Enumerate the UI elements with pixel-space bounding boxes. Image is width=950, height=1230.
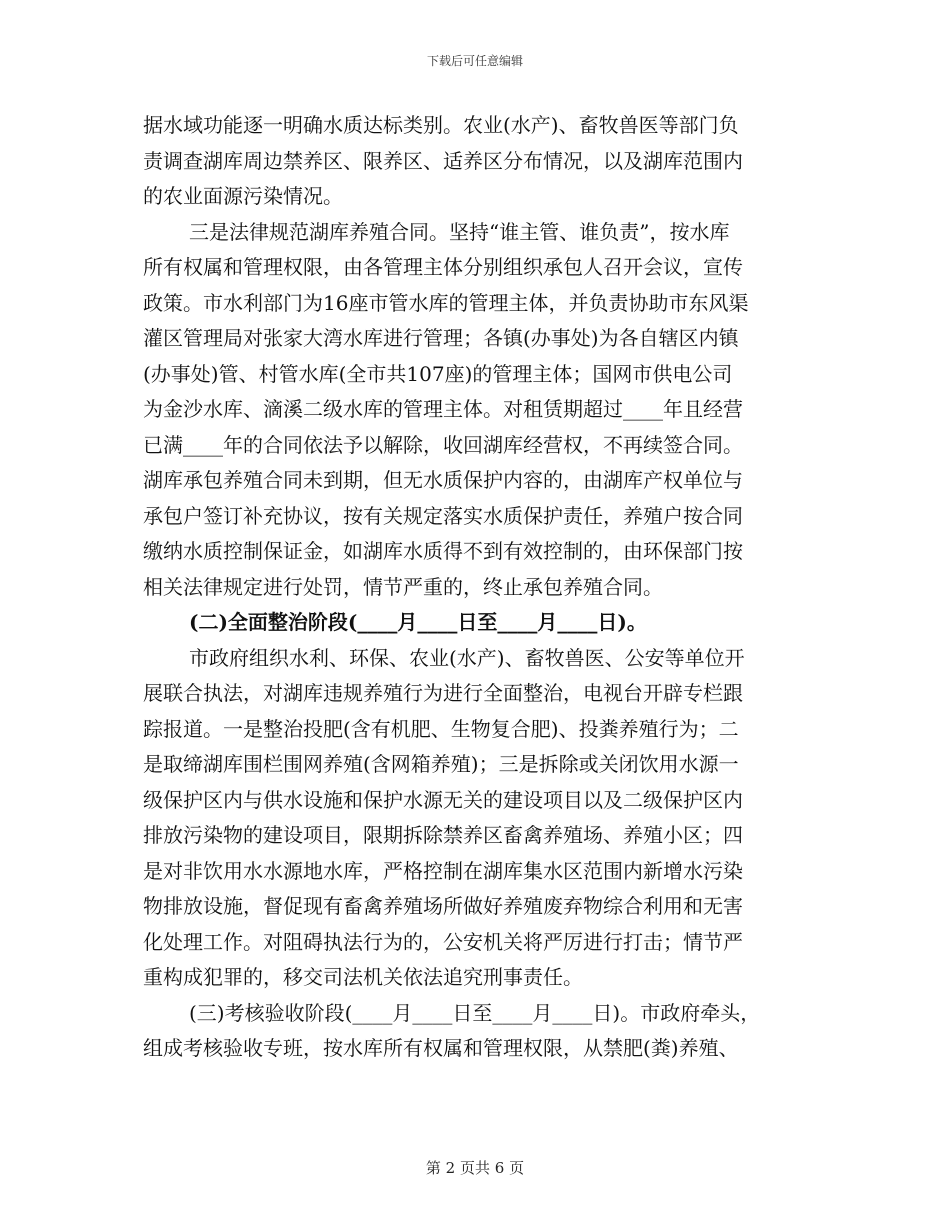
- text-line: 责调查湖库周边禁养区、限养区、适养区分布情况，以及湖库范围内: [143, 148, 743, 173]
- text-line: (办事处)管、村管水库(全市共107座)的管理主体；国网市供电公司: [143, 361, 733, 386]
- text-line: 是对非饮用水水源地水库，严格控制在湖库集水区范围内新增水污染: [143, 858, 743, 883]
- text-line: 政策。市水利部门为16座市管水库的管理主体，并负责协助市东风渠: [143, 290, 749, 315]
- text-line: 缴纳水质控制保证金，如湖库水质得不到有效控制的，由环保部门按: [143, 539, 743, 563]
- text-line: 湖库承包养殖合同未到期，但无水质保护内容的，由湖库产权单位与: [143, 468, 743, 492]
- text-line: 组成考核验收专班，按水库所有权属和管理权限，从禁肥(粪)养殖、: [143, 1036, 739, 1060]
- text-line: 已满____年的合同依法予以解除，收回湖库经营权，不再续签合同。: [143, 432, 743, 457]
- text-line: 级保护区内与供水设施和保护水源无关的建设项目以及二级保护区内: [143, 787, 743, 812]
- text-line: 物排放设施，督促现有畜禽养殖场所做好养殖废弃物综合利用和无害: [143, 894, 743, 918]
- text-line: 所有权属和管理权限，由各管理主体分别组织承包人召开会议，宣传: [143, 255, 743, 279]
- text-line: 重构成犯罪的，移交司法机关依法追究刑事责任。: [143, 965, 583, 989]
- document-body: [143, 108, 809, 1067]
- text-line: 三是法律规范湖库养殖合同。坚持“谁主管、谁负责”，按水库: [189, 219, 730, 244]
- text-line: 排放污染物的建设项目，限期拆除禁养区畜禽养殖场、养殖小区；四: [143, 823, 743, 847]
- page-footer: 第 2 页共 6 页: [425, 1159, 525, 1177]
- text-line: 踪报道。一是整治投肥(含有机肥、生物复合肥)、投粪养殖行为；二: [143, 716, 739, 741]
- text-line: 承包户签订补充协议，按有关规定落实水质保护责任，养殖户按合同: [143, 503, 743, 528]
- text-line: 化处理工作。对阻碍执法行为的，公安机关将严厉进行打击；情节严: [143, 929, 743, 954]
- section-heading: (三)考核验收阶段(____月____日至____月____日)。市政府牵头，: [189, 1000, 761, 1025]
- text-line: 相关法律规定进行处罚，情节严重的，终止承包养殖合同。: [143, 574, 663, 599]
- text-line: 市政府组织水利、环保、农业(水产)、畜牧兽医、公安等单位开: [189, 645, 745, 670]
- text-line: 的农业面源污染情况。: [143, 184, 343, 208]
- page-header: 下载后可任意编辑: [426, 54, 523, 68]
- text-line: 展联合执法，对湖库违规养殖行为进行全面整治，电视台开辟专栏跟: [143, 681, 743, 705]
- text-line: 据水域功能逐一明确水质达标类别。农业(水产)、畜牧兽医等部门负: [143, 113, 739, 137]
- text-line: 灌区管理局对张家大湾水库进行管理；各镇(办事处)为各自辖区内镇: [143, 326, 739, 350]
- text-line: 是取缔湖库围栏围网养殖(含网箱养殖)；三是拆除或关闭饮用水源一: [143, 752, 739, 776]
- section-heading: (二)全面整治阶段(____月____日至____月____日)。: [189, 610, 647, 634]
- text-line: 为金沙水库、滴溪二级水库的管理主体。对租赁期超过____年且经营: [143, 397, 743, 421]
